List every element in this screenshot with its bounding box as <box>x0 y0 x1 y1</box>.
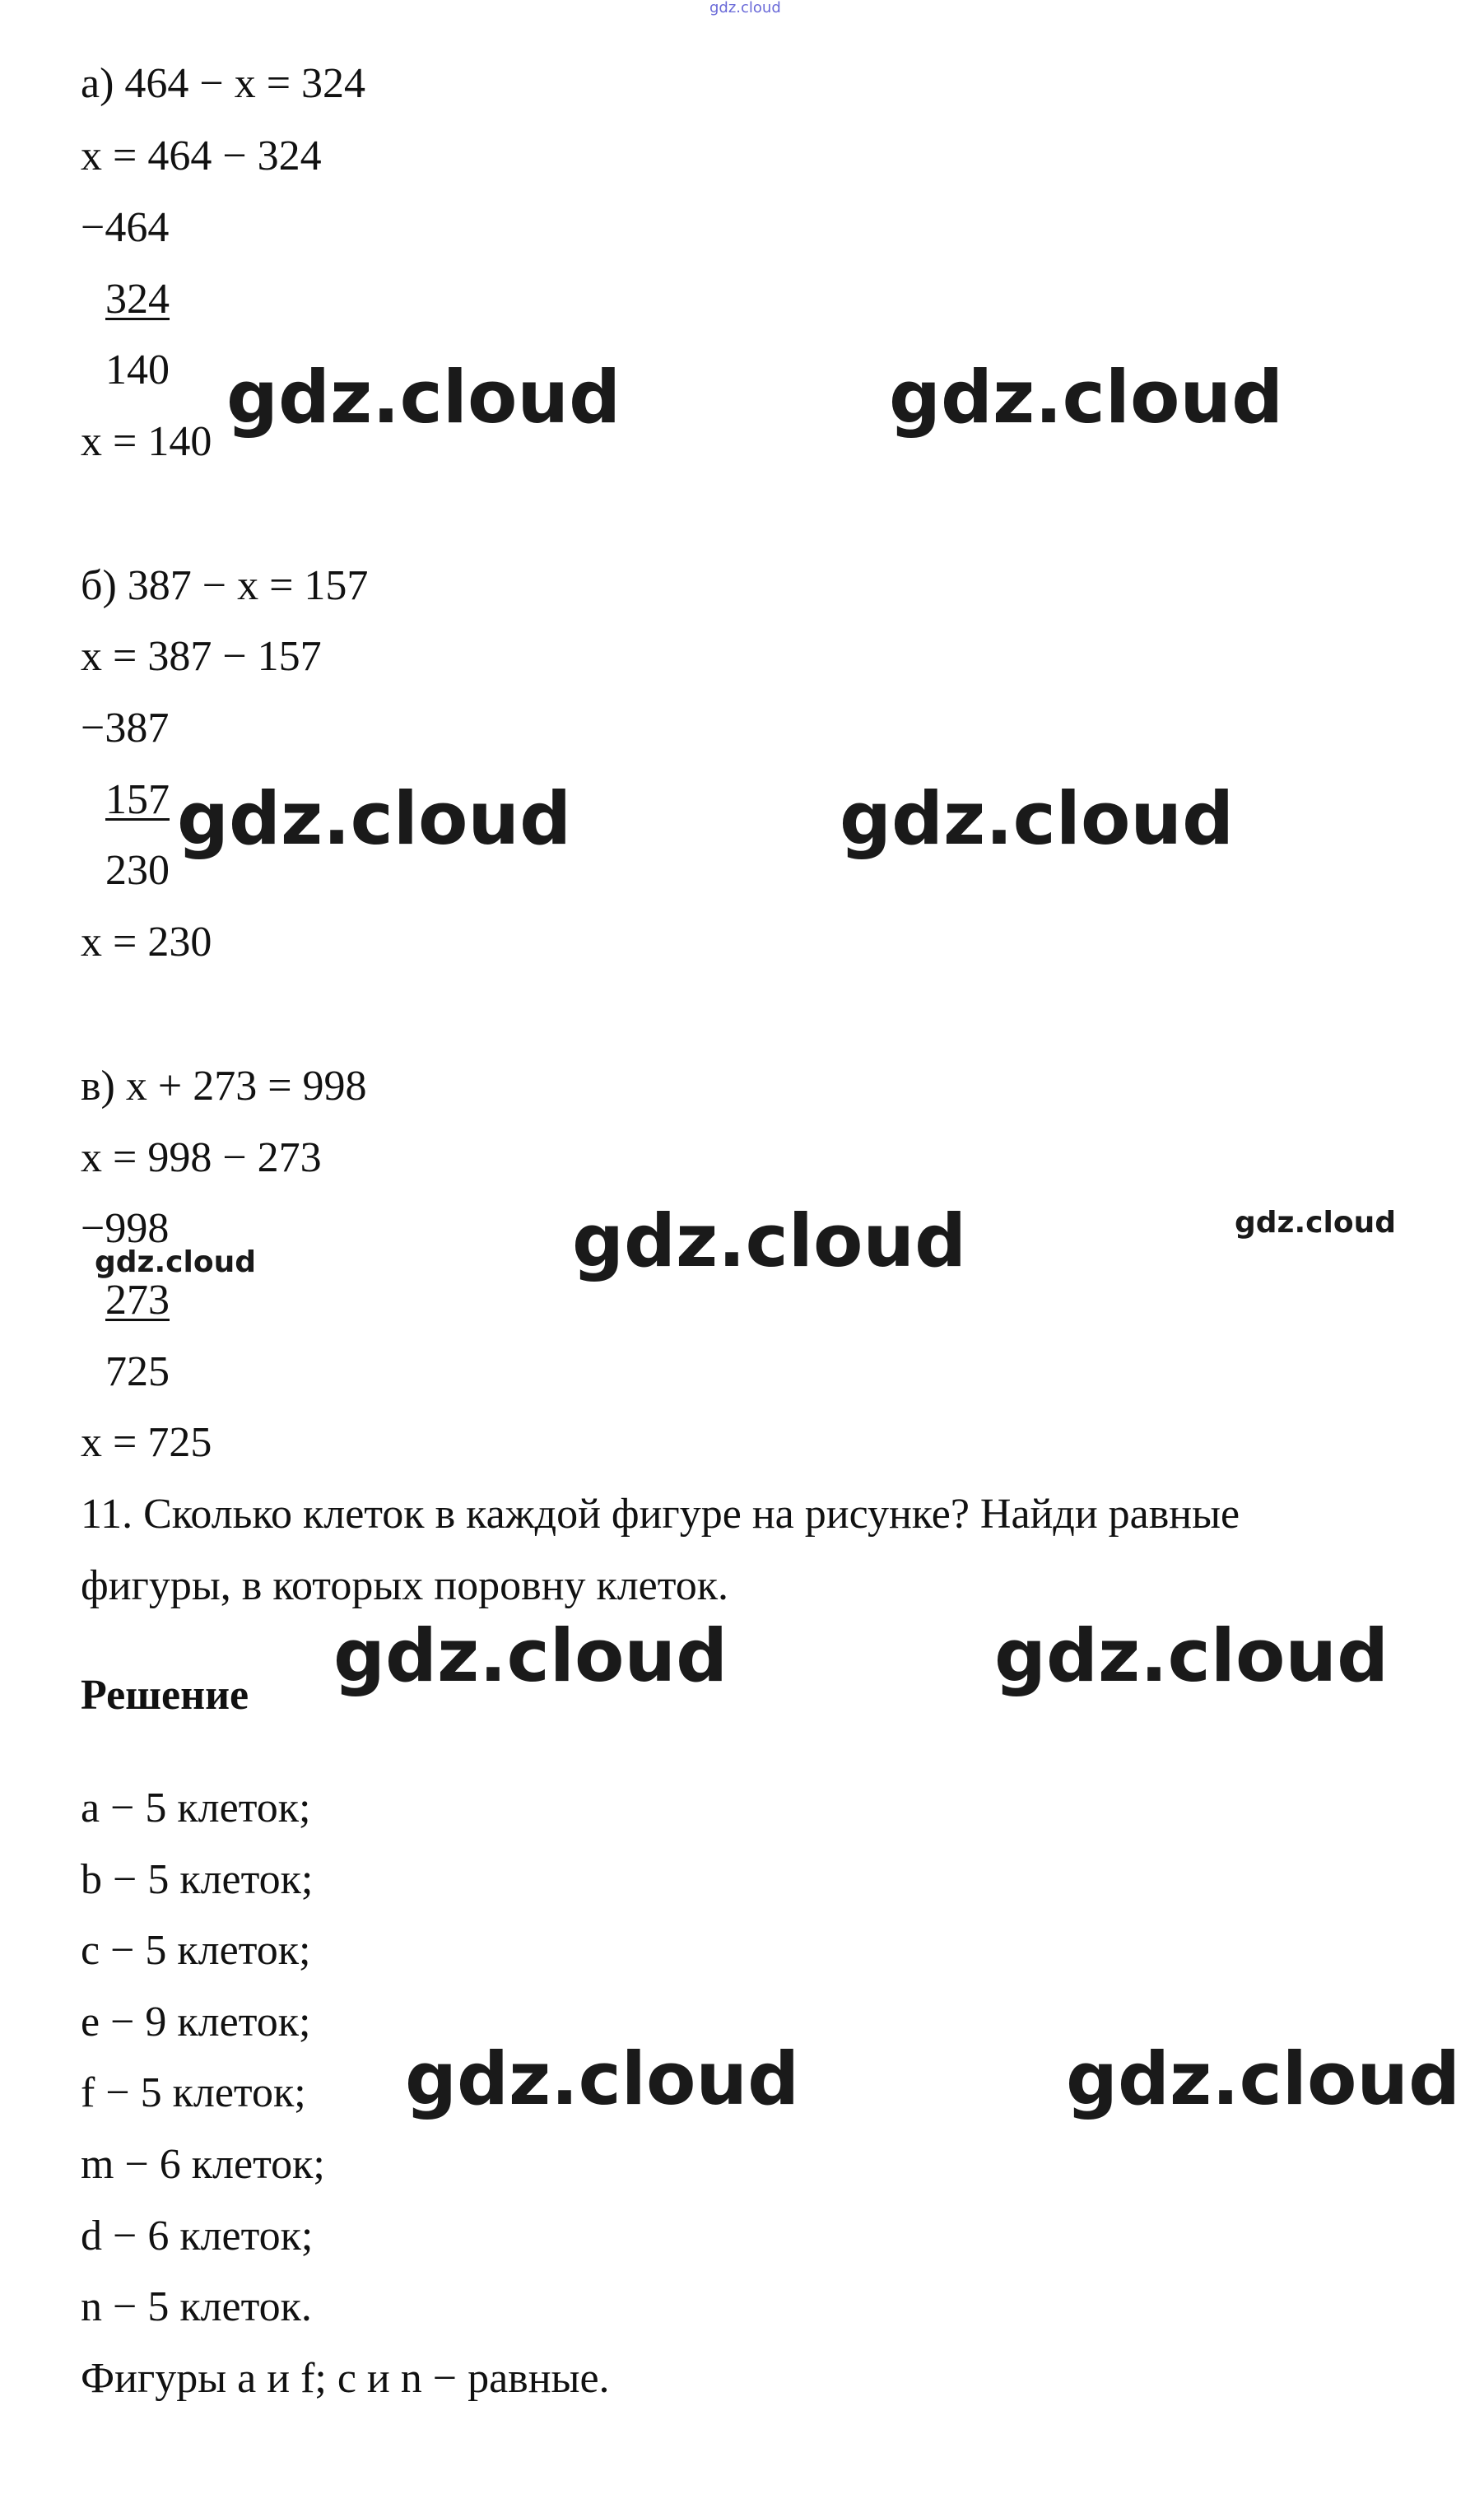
part-a-minuend: −464 <box>81 204 170 251</box>
part-a-answer: x = 140 <box>81 418 212 465</box>
part-b-answer: x = 230 <box>81 919 212 966</box>
watermark: gdz.cloud <box>1066 2036 1461 2121</box>
watermark-small: gdz.cloud <box>95 1245 256 1279</box>
solution-heading: Решение <box>81 1672 249 1719</box>
solution-item: m − 6 клеток; <box>81 2141 325 2188</box>
part-c-minuend: −998 <box>81 1205 170 1252</box>
part-c-subtrahend: 273 <box>105 1277 170 1324</box>
part-b-minuend: −387 <box>81 705 170 752</box>
solution-item: a − 5 клеток; <box>81 1785 311 1831</box>
part-c-difference: 725 <box>105 1348 170 1395</box>
part-b-equation: б) 387 − x = 157 <box>81 562 369 609</box>
watermark: gdz.cloud <box>889 355 1284 440</box>
solution-item: d − 6 клеток; <box>81 2213 314 2259</box>
solution-item: e − 9 клеток; <box>81 1999 311 2045</box>
part-b-step: x = 387 − 157 <box>81 633 322 680</box>
watermark: gdz.cloud <box>226 355 621 440</box>
part-a-difference: 140 <box>105 347 170 393</box>
part-c-step: x = 998 − 273 <box>81 1134 322 1181</box>
watermark: gdz.cloud <box>840 776 1235 861</box>
part-b-difference: 230 <box>105 847 170 894</box>
task11-question-line1: 11. Сколько клеток в каждой фигуре на рисунке? Найди равные <box>81 1491 1240 1538</box>
watermark-top: gdz.cloud <box>709 0 781 16</box>
part-b-subtrahend: 157 <box>105 776 170 823</box>
part-c-equation: в) x + 273 = 998 <box>81 1063 367 1110</box>
part-a-subtrahend: 324 <box>105 276 170 323</box>
part-a-equation: а) 464 − x = 324 <box>81 60 366 107</box>
solution-item: f − 5 клеток; <box>81 2069 306 2116</box>
watermark: gdz.cloud <box>405 2036 800 2121</box>
watermark: gdz.cloud <box>177 776 572 861</box>
task11-question-line2: фигуры, в которых поровну клеток. <box>81 1562 729 1609</box>
solution-item: b − 5 клеток; <box>81 1856 314 1903</box>
solution-item: c − 5 клеток; <box>81 1927 311 1974</box>
part-a-step: x = 464 − 324 <box>81 133 322 179</box>
conclusion: Фигуры a и f; c и n − равные. <box>81 2355 610 2402</box>
watermark: gdz.cloud <box>572 1198 967 1283</box>
part-c-answer: x = 725 <box>81 1419 212 1466</box>
solution-item: n − 5 клеток. <box>81 2283 312 2330</box>
watermark-small: gdz.cloud <box>1235 1206 1396 1240</box>
watermark: gdz.cloud <box>333 1613 728 1698</box>
watermark: gdz.cloud <box>994 1613 1389 1698</box>
